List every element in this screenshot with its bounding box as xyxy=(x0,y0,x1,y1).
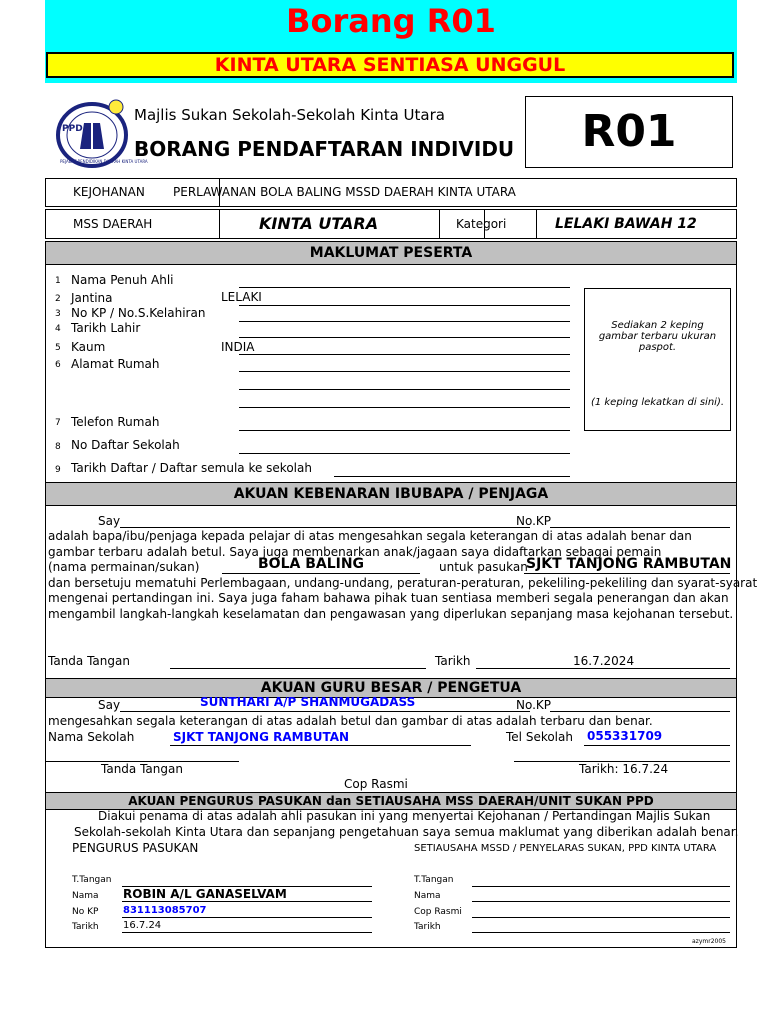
field-label-race: Kaum xyxy=(71,340,106,354)
slogan-box: KINTA UTARA SENTIASA UNGGUL xyxy=(46,52,734,78)
category-label: Kategori xyxy=(456,217,507,231)
school-tel-label: Tel Sekolah xyxy=(506,730,573,744)
mss-value: KINTA UTARA xyxy=(259,214,379,233)
school-value: SJKT TANJONG RAMBUTAN xyxy=(173,730,350,744)
form-code-box: R01 xyxy=(525,96,733,168)
ppd-logo-icon xyxy=(52,97,148,169)
field-number: 1 xyxy=(55,276,61,286)
manager-heading: AKUAN PENGURUS PASUKAN dan SETIAUSAHA MSS DAERAH/UNIT SUKAN PPD xyxy=(45,792,737,810)
field-number: 9 xyxy=(55,465,61,475)
event-label: KEJOHANAN xyxy=(73,185,145,199)
form-code-title: Borang R01 xyxy=(286,2,496,40)
photo-note: Sediakan 2 keping gambar terbaru ukuran paspot. xyxy=(598,320,717,353)
parent-text-line: gambar terbaru adalah betul. Saya juga membenarkan anak/jagaan saya didaftarkan sebagai pemain xyxy=(48,545,662,559)
manager-sign-label: T.Tangan xyxy=(72,875,112,885)
form-title: BORANG PENDAFTARAN INDIVIDU xyxy=(134,137,515,161)
field-label-address: Alamat Rumah xyxy=(71,357,160,371)
manager-text: Sekolah-sekolah Kinta Utara dan sepanjang pengetahuan saya semua maklumat yang diberikan adalah benar. xyxy=(74,825,739,839)
photo-note-attach: (1 keping lekatkan di sini). xyxy=(590,397,725,408)
field-number: 3 xyxy=(55,309,61,319)
headmaster-date: Tarikh: 16.7.24 xyxy=(579,762,669,776)
game-value: BOLA BALING xyxy=(258,556,365,572)
team-value: SJKT TANJONG RAMBUTAN xyxy=(526,556,732,572)
field-label-birth-date: Tarikh Lahir xyxy=(71,321,141,335)
parent-say-label: Say xyxy=(98,514,121,528)
school-label: Nama Sekolah xyxy=(48,730,135,744)
parent-heading: AKUAN KEBENARAN IBUBAPA / PENJAGA xyxy=(45,482,737,506)
parent-text-line: mengambil langkah-langkah keselamatan dan pengawasan yang diperlukan sepanjang masa kejohanan tersebut. xyxy=(48,607,734,621)
headmaster-sign-label: Tanda Tangan xyxy=(101,762,183,776)
field-label-school-reg-no: No Daftar Sekolah xyxy=(71,438,180,452)
field-label-gender: Jantina xyxy=(71,291,113,305)
manager-date-value: 16.7.24 xyxy=(123,920,162,931)
parent-text-line: dan bersetuju mematuhi Perlembagaan, undang-undang, peraturan-peraturan, pekeliling-pekeliling dan syarat-syarat xyxy=(48,576,758,590)
manager-name-label: Nama xyxy=(72,891,99,901)
logo-subtext: PEJABAT PENDIDIKAN DAERAH KINTA UTARA xyxy=(60,159,148,164)
headmaster-say-label: Say xyxy=(98,698,121,712)
gender-value: LELAKI xyxy=(221,290,262,304)
footer-mark: azymr2005 xyxy=(692,938,726,945)
secretary-date-label: Tarikh xyxy=(414,922,441,932)
headmaster-text: mengesahkan segala keterangan di atas adalah betul dan gambar di atas adalah terbaru dan benar. xyxy=(48,714,653,728)
parent-text-line: mengenai pertandingan ini. Saya juga faham bahawa pihak tuan sentiasa memberi segala penerangan dan akan xyxy=(48,591,729,605)
photo-box xyxy=(584,288,731,431)
participant-heading: MAKLUMAT PESERTA xyxy=(45,241,737,265)
headmaster-heading: AKUAN GURU BESAR / PENGETUA xyxy=(45,678,737,698)
secretary-stamp-label: Cop Rasmi xyxy=(414,907,462,917)
manager-name-value: ROBIN A/L GANASELVAM xyxy=(123,887,287,901)
race-value: INDIA xyxy=(221,340,255,354)
field-number: 4 xyxy=(55,324,61,334)
field-number: 6 xyxy=(55,360,61,370)
field-label-ic-number: No KP / No.S.Kelahiran xyxy=(71,306,206,320)
parent-date-label: Tarikh xyxy=(435,654,471,668)
headmaster-stamp-label: Cop Rasmi xyxy=(344,777,408,791)
field-number: 7 xyxy=(55,418,61,428)
manager-nokp-value: 831113085707 xyxy=(123,905,207,916)
secretary-sign-label: T.Tangan xyxy=(414,875,454,885)
headmaster-name: SUNTHARI A/P SHANMUGADASS xyxy=(200,695,416,709)
field-label-reg-date: Tarikh Daftar / Daftar semula ke sekolah xyxy=(71,461,312,475)
logo-text: PPD xyxy=(62,124,83,134)
parent-nokp-label: No.KP xyxy=(516,514,552,528)
parent-date-value: 16.7.2024 xyxy=(573,654,635,668)
headmaster-nokp-label: No.KP xyxy=(516,698,552,712)
manager-left-title: PENGURUS PASUKAN xyxy=(72,841,199,855)
field-number: 2 xyxy=(55,294,61,304)
mss-label: MSS DAERAH xyxy=(73,217,153,231)
mss-row xyxy=(45,209,737,239)
manager-date-label: Tarikh xyxy=(72,922,99,932)
field-number: 8 xyxy=(55,442,61,452)
field-label-full-name: Nama Penuh Ahli xyxy=(71,273,174,287)
event-row xyxy=(45,178,737,207)
parent-sign-label: Tanda Tangan xyxy=(48,654,130,668)
field-label-home-phone: Telefon Rumah xyxy=(71,415,160,429)
secretary-name-label: Nama xyxy=(414,891,441,901)
category-value: LELAKI BAWAH 12 xyxy=(555,216,697,232)
manager-text: Diakui penama di atas adalah ahli pasukan ini yang menyertai Kejohanan / Pertandingan Majlis Sukan xyxy=(98,809,711,823)
manager-right-title: SETIAUSAHA MSSD / PENYELARAS SUKAN, PPD KINTA UTARA xyxy=(414,843,717,854)
parent-text-line: (nama permainan/sukan) xyxy=(48,560,200,574)
manager-nokp-label: No KP xyxy=(72,907,99,917)
event-value: PERLAWANAN BOLA BALING MSSD DAERAH KINTA UTARA xyxy=(173,185,516,199)
organisation-name: Majlis Sukan Sekolah-Sekolah Kinta Utara xyxy=(134,106,445,124)
school-tel-value: 055331709 xyxy=(587,729,663,743)
parent-text-line: adalah bapa/ibu/penjaga kepada pelajar di atas mengesahkan segala keterangan di atas adalah benar dan xyxy=(48,529,692,543)
team-label: untuk pasukan xyxy=(439,560,528,574)
field-number: 5 xyxy=(55,343,61,353)
